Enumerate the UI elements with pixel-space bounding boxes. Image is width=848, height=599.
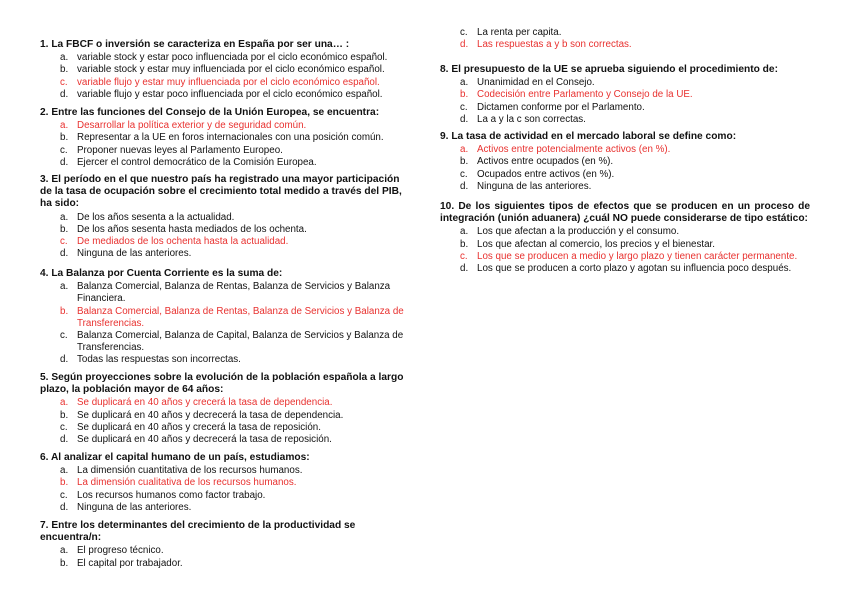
option: a. La dimensión cuantitativa de los recursos humanos.: [60, 465, 303, 477]
option: b. Se duplicará en 40 años y decrecerá la tasa de dependencia.: [60, 409, 344, 421]
question-3: [40, 174, 410, 260]
option: c. La renta per capita.: [460, 27, 562, 38]
option-correct: b. La dimensión cualitativa de los recursos humanos.: [60, 477, 297, 489]
question-title: 9. La tasa de actividad en el mercado laboral se define como:: [440, 131, 737, 142]
question-8: [440, 64, 810, 126]
option: b. Activos entre ocupados (en %).: [460, 156, 614, 168]
option: d. La a y la c son correctas.: [460, 113, 586, 125]
option: d. Se duplicará en 40 años y decrecerá la tasa de reposición.: [60, 434, 332, 446]
question-title: 6. Al analizar el capital humano de un país, estudiamos:: [40, 452, 310, 463]
question-2: [40, 107, 410, 169]
option-correct: b. Balanza Comercial, Balanza de Rentas, Balanza de Servicios y Balanza de Transferencias.: [60, 305, 404, 329]
option: d. Ninguna de las anteriores.: [60, 248, 192, 260]
option: d. Ninguna de las anteriores.: [460, 180, 592, 192]
option: b. De los años sesenta hasta mediados de los ochenta.: [60, 223, 307, 235]
option: a. variable stock y estar poco influenciada por el ciclo económico español.: [60, 52, 388, 64]
option: b. variable stock y estar muy influenciada por el ciclo económico español.: [60, 64, 385, 76]
option: d. Todas las respuestas son incorrectas.: [60, 354, 241, 366]
option: b. Los que afectan al comercio, los precios y el bienestar.: [460, 238, 715, 250]
option: c. Balanza Comercial, Balanza de Capital, Balanza de Servicios y Balanza de Transferencias.: [60, 330, 404, 354]
question-9: [440, 131, 810, 193]
option-correct: a. Se duplicará en 40 años y crecerá la tasa de dependencia.: [60, 397, 333, 409]
question-7: [40, 520, 410, 570]
option: a. Balanza Comercial, Balanza de Rentas, Balanza de Servicios y Balanza Financiera.: [60, 281, 391, 305]
option: d. Ejercer el control democrático de la Comisión Europea.: [60, 156, 317, 168]
option: a. Unanimidad en el Consejo.: [460, 77, 595, 89]
option-correct: d. Las respuestas a y b son correctas.: [460, 39, 632, 51]
option: d. variable flujo y estar poco influenciada por el ciclo económico español.: [60, 88, 383, 100]
question-title: 8. El presupuesto de la UE se aprueba siguiendo el procedimiento de:: [440, 64, 778, 75]
question-title: 10. De los siguientes tipos de efectos que se producen en un proceso de integración (unión aduanera) ¿cuál NO puede considerarse de tipo estático:: [440, 201, 810, 225]
option: c. Los recursos humanos como factor trabajo.: [60, 489, 266, 501]
option: c. Dictamen conforme por el Parlamento.: [460, 101, 645, 113]
option-correct: a. Desarrollar la política exterior y de seguridad común.: [60, 120, 307, 132]
question-title: 7. Entre los determinantes del crecimiento de la productividad se encuentra/n:: [40, 520, 356, 544]
question-title: 3. El período en el que nuestro país ha registrado una mayor participación de la tasa de ocupación sobre el crecimiento total medido a través del PIB, ha sido:: [40, 174, 402, 210]
option: c. Ocupados entre activos (en %).: [460, 168, 615, 180]
question-6: [40, 452, 410, 514]
option: a. De los años sesenta a la actualidad.: [60, 211, 235, 223]
question-5: [40, 372, 410, 446]
question-title: 1. La FBCF o inversión se caracteriza en España por ser una… :: [40, 39, 350, 50]
question-10: [440, 201, 810, 275]
option: a. El progreso técnico.: [60, 545, 164, 557]
option-correct: c. Los que se producen a medio y largo plazo y tienen carácter permanente.: [460, 250, 798, 262]
question-7-continuation: [440, 27, 810, 51]
option: d. Los que se producen a corto plazo y agotan su influencia poco después.: [460, 263, 792, 275]
option-correct: b. Codecisión entre Parlamento y Consejo de la UE.: [460, 89, 693, 101]
question-4: [40, 268, 410, 367]
question-title: 2. Entre las funciones del Consejo de la Unión Europea, se encuentra:: [40, 107, 380, 118]
option: b. El capital por trabajador.: [60, 557, 183, 569]
question-1: [40, 39, 410, 101]
option: d. Ninguna de las anteriores.: [60, 501, 192, 513]
question-title: 5. Según proyecciones sobre la evolución de la población española a largo plazo, la población mayor de 64 años:: [40, 372, 404, 396]
option: c. Se duplicará en 40 años y crecerá la tasa de reposición.: [60, 421, 321, 433]
option-correct: c. De mediados de los ochenta hasta la actualidad.: [60, 236, 289, 248]
option-correct: a. Activos entre potencialmente activos (en %).: [460, 144, 671, 156]
option-correct: c. variable flujo y estar muy influenciada por el ciclo económico español.: [60, 76, 380, 88]
option: c. Proponer nuevas leyes al Parlamento Europeo.: [60, 144, 283, 156]
option: a. Los que afectan a la producción y el consumo.: [460, 226, 680, 238]
question-title: 4. La Balanza por Cuenta Corriente es la suma de:: [40, 268, 283, 279]
option: b. Representar a la UE en foros internacionales con una posición común.: [60, 132, 384, 144]
